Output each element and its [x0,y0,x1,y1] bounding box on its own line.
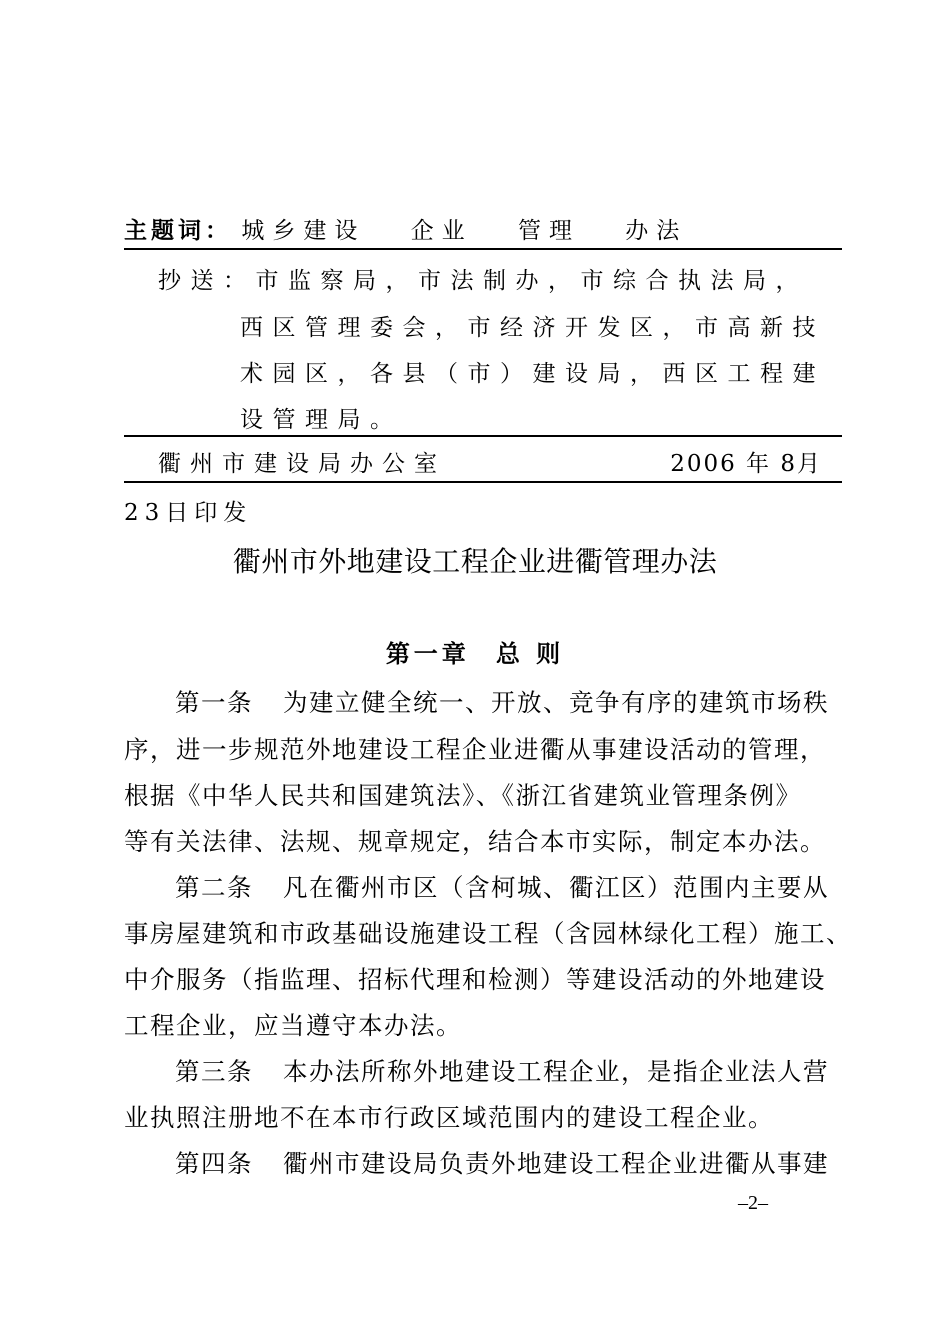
cc-line: 术园区，各县（市）建设局，西区工程建 [240,361,825,387]
keywords-label: 主题词： [124,218,232,244]
article-1-line: 序，进一步规范外地建设工程企业进衢从事建设活动的管理， [124,735,826,764]
article-label: 第二条 [175,873,253,902]
article-1-line: 等有关法律、法规、规章规定，结合本市实际，制定本办法。 [124,827,826,856]
article-label: 第三条 [175,1057,253,1086]
chapter-name: 总 则 [495,640,565,668]
article-2-line: 工程企业，应当遵守本办法。 [124,1011,462,1040]
cc-line: 抄送：市监察局，市法制办，市综合执法局， [158,268,808,294]
issuer-name: 衢州市建设局办公室 [158,451,446,477]
chapter-number: 第一章 [385,640,470,668]
article-1-line: 根据《中华人民共和国建筑法》、《浙江省建筑业管理条例》 [124,781,802,810]
article-text: 本办法所称外地建设工程企业，是指企业法人营 [283,1057,829,1086]
article-label: 第四条 [175,1149,253,1178]
article-text: 衢州市建设局负责外地建设工程企业进衢从事建 [283,1149,829,1178]
article-4-line [175,1145,829,1180]
article-2-line: 事房屋建筑和市政基础设施建设工程（含园林绿化工程）施工、 [124,919,852,948]
keyword-item: 办法 [625,218,688,244]
divider-top [124,248,842,250]
article-label: 第一条 [175,688,253,717]
divider-bottom [124,481,842,483]
document-title: 衢州市外地建设工程企业进衢管理办法 [232,545,718,578]
page-number: –2– [738,1192,768,1214]
issue-date: 2006 年 8月 [670,451,822,477]
keyword-item: 企业 [410,218,473,244]
article-text: 为建立健全统一、开放、竞争有序的建筑市场秩 [283,688,829,717]
article-2-line [175,869,829,904]
cc-line: 设管理局。 [240,407,403,433]
chapter-heading [0,634,950,669]
cc-line: 西区管理委会，市经济开发区，市高新技 [240,315,825,341]
keyword-item: 城乡建设 [241,218,366,244]
divider-middle [124,435,842,437]
article-text: 凡在衢州市区（含柯城、衢江区）范围内主要从 [283,873,829,902]
issue-date-continued: 23日印发 [124,500,253,526]
article-2-line: 中介服务（指监理、招标代理和检测）等建设活动的外地建设 [124,965,826,994]
subject-keywords [124,212,723,245]
article-3-line [175,1053,829,1088]
keyword-item: 管理 [517,218,580,244]
article-3-line: 业执照注册地不在本市行政区域范围内的建设工程企业。 [124,1103,774,1132]
article-1-line [175,684,829,719]
